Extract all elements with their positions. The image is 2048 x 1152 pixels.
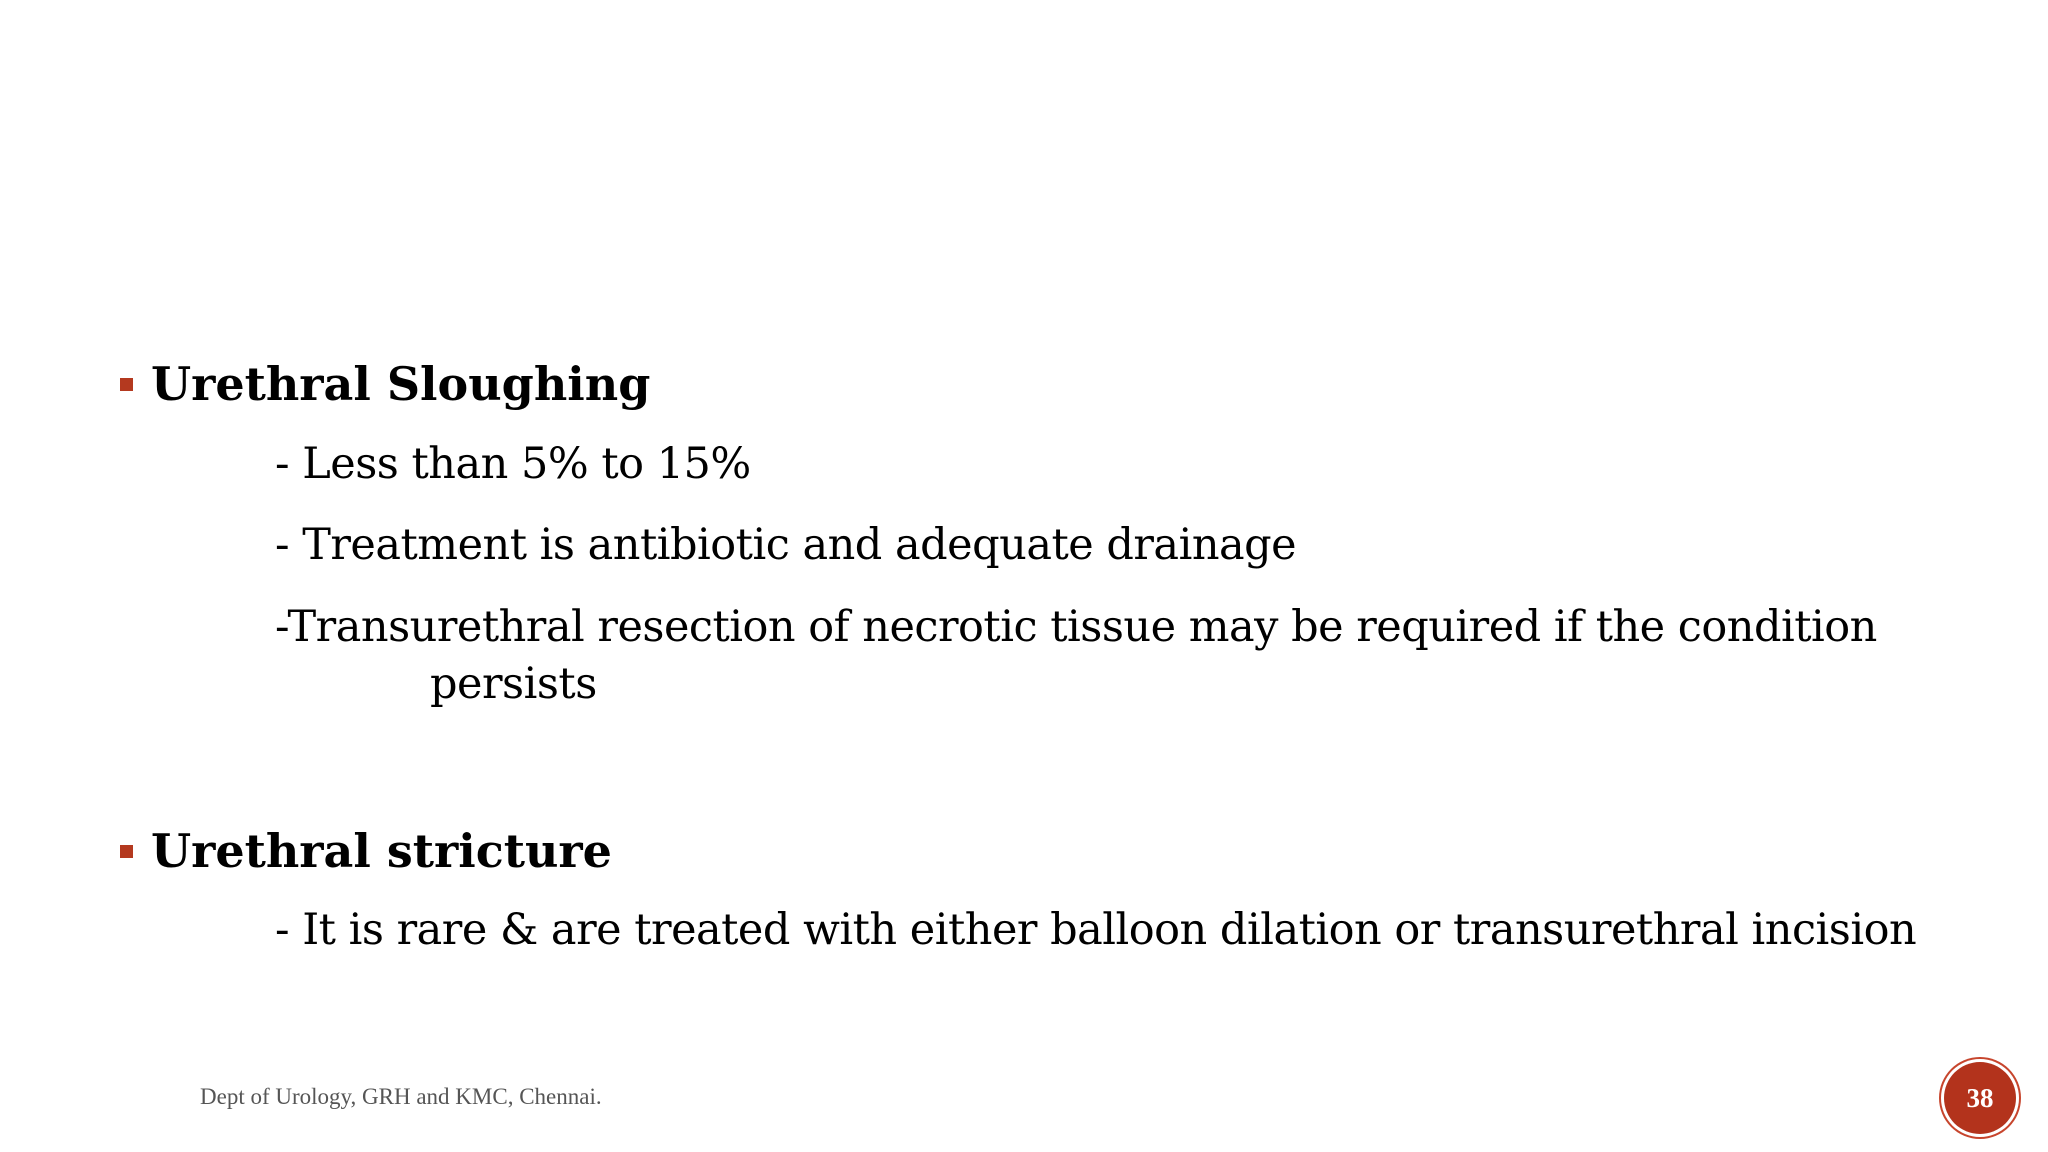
section-heading-row: [120, 823, 612, 879]
bullet-sub-line: - Treatment is antibiotic and adequate drainage: [275, 520, 1297, 570]
bullet-sub-line: - Less than 5% to 15%: [275, 439, 751, 489]
section-heading-row: [120, 356, 650, 412]
bullet-square-icon: [120, 845, 133, 858]
footer-text: Dept of Urology, GRH and KMC, Chennai.: [200, 1084, 602, 1109]
bullet-sub-line: -Transurethral resection of necrotic tissue may be required if the condition persists: [275, 602, 1877, 709]
page-number: 38: [1966, 1082, 1994, 1113]
bullet-square-icon: [120, 378, 133, 391]
bullet-sub-line: - It is rare & are treated with either balloon dilation or transurethral incision: [275, 905, 1917, 955]
section-heading: Urethral Sloughing: [151, 357, 651, 411]
section-heading: Urethral stricture: [151, 824, 612, 878]
page-number-badge: [1944, 1062, 2016, 1134]
